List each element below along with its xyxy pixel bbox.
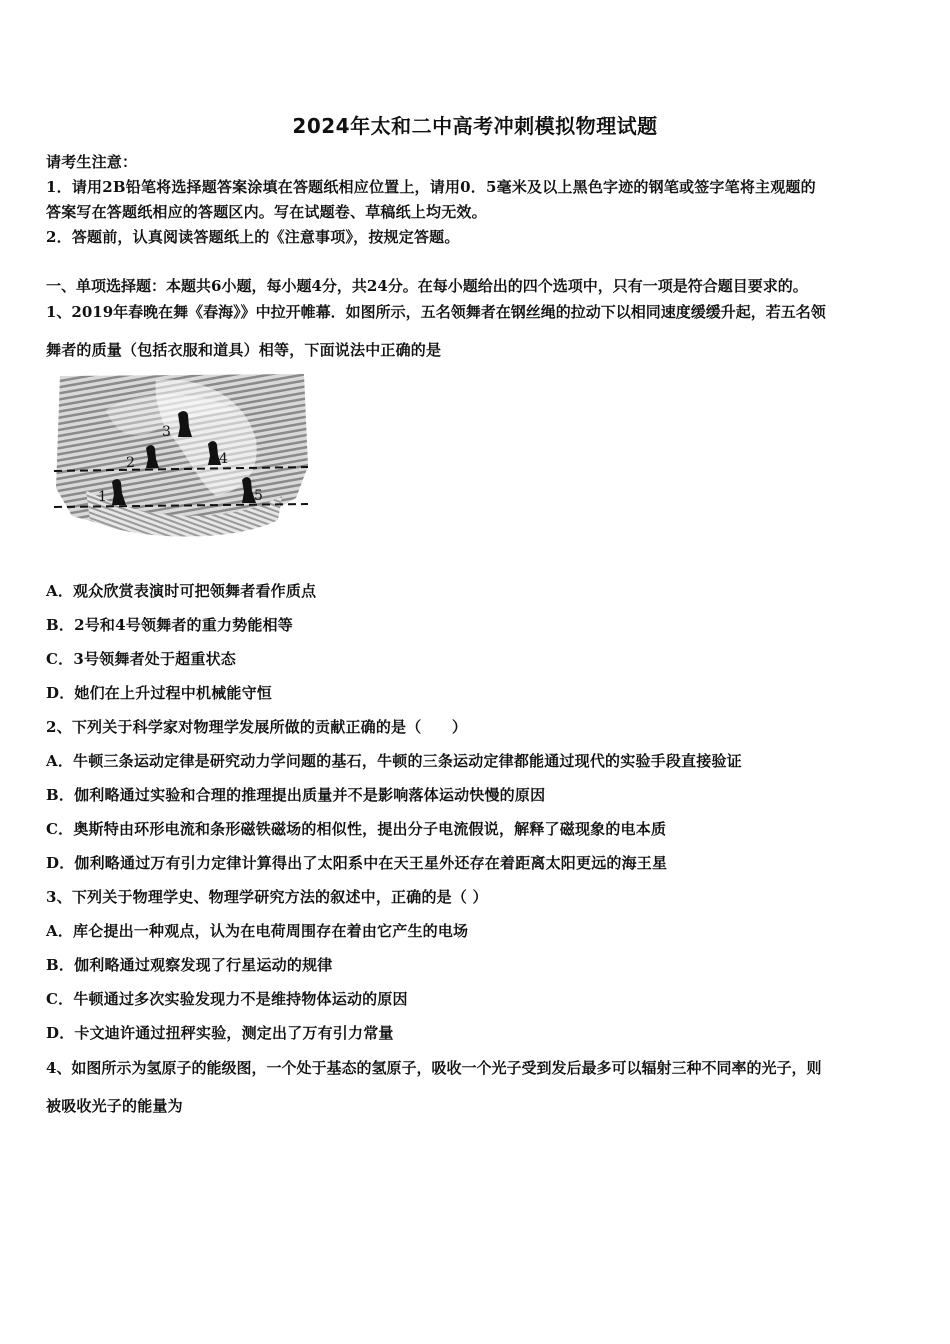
question-option: B．伽利略通过观察发现了行星运动的规律 — [46, 956, 333, 974]
notice-item: 答案写在答题纸相应的答题区内。写在试题卷、草稿纸上均无效。 — [46, 203, 487, 221]
notice-heading: 请考生注意： — [46, 153, 138, 171]
dancer-label-1: 1 — [98, 489, 107, 505]
question-option: B．2号和4号领舞者的重力势能相等 — [46, 616, 293, 634]
dancer-label-5: 5 — [254, 488, 263, 504]
question-1-figure — [46, 370, 310, 548]
question-option: C．奥斯特由环形电流和条形磁铁磁场的相似性，提出分子电流假说，解释了磁现象的电本质 — [46, 820, 667, 838]
question-option: B．伽利略通过实验和合理的推理提出质量并不是影响落体运动快慢的原因 — [46, 786, 546, 804]
question-stem: 1、2019年春晚在舞《春海》》中拉开帷幕．如图所示，五名领舞者在钢丝绳的拉动下以相同速度缓缓升起，若五名领 — [46, 303, 826, 321]
question-stem: 2、下列关于科学家对物理学发展所做的贡献正确的是（ ） — [46, 718, 468, 736]
dancer-label-2: 2 — [126, 455, 135, 471]
notice-item: 2．答题前，认真阅读答题纸上的《注意事项》，按规定答题。 — [46, 228, 460, 246]
question-option: C．3号领舞者处于超重状态 — [46, 650, 236, 668]
page-title: 2024年太和二中高考冲刺模拟物理试题 — [292, 114, 658, 138]
question-option: D．她们在上升过程中机械能守恒 — [46, 684, 273, 702]
question-option: A．观众欣赏表演时可把领舞者看作质点 — [46, 582, 317, 600]
question-option: A．库仑提出一种观点，认为在电荷周围存在着由它产生的电场 — [46, 922, 469, 940]
question-option: D．卡文迪许通过扭秤实验，测定出了万有引力常量 — [46, 1024, 394, 1042]
dancer-label-3: 3 — [162, 424, 171, 440]
question-stem: 3、下列关于物理学史、物理学研究方法的叙述中，正确的是（ ） — [46, 888, 488, 906]
question-stem: 被吸收光子的能量为 — [46, 1097, 183, 1115]
dancer-label-4: 4 — [219, 451, 228, 467]
question-stem: 舞者的质量（包括衣服和道具）相等，下面说法中正确的是 — [46, 341, 442, 359]
question-option: C．牛顿通过多次实验发现力不是维持物体运动的原因 — [46, 990, 408, 1008]
section-heading: 一、单项选择题：本题共6小题，每小题4分，共24分。在每小题给出的四个选项中，只有一项是符合题目要求的。 — [46, 277, 808, 295]
notice-item: 1．请用2B铅笔将选择题答案涂填在答题纸相应位置上，请用0．5毫米及以上黑色字迹的钢笔或签字笔将主观题的 — [46, 178, 816, 196]
question-option: D．伽利略通过万有引力定律计算得出了太阳系中在天王星外还存在着距离太阳更远的海王星 — [46, 854, 668, 872]
question-stem: 4、如图所示为氢原子的能级图，一个处于基态的氢原子，吸收一个光子受到发后最多可以辐射三种不同率的光子，则 — [46, 1059, 822, 1077]
question-option: A．牛顿三条运动定律是研究动力学问题的基石，牛顿的三条运动定律都能通过现代的实验手段直接验证 — [46, 752, 742, 770]
